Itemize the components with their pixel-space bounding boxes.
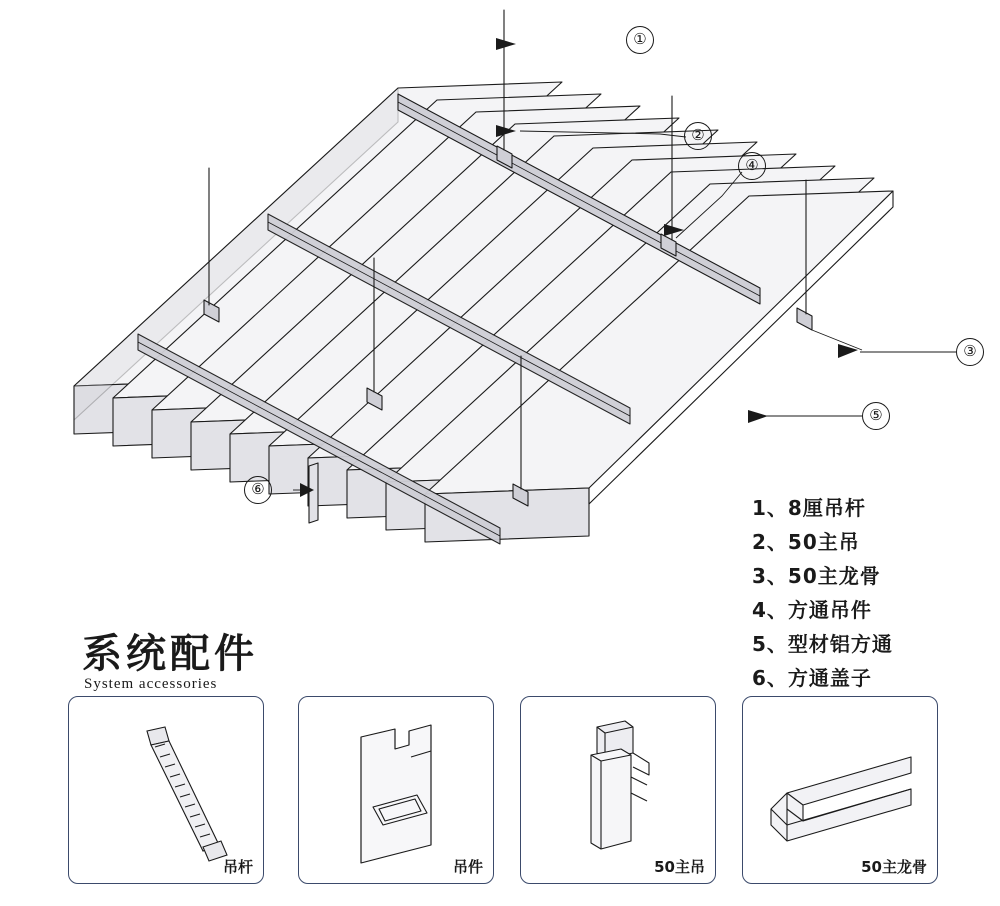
legend-item-5: 5、型材铝方通 (752, 632, 893, 656)
accessory-card-bracket (298, 696, 494, 884)
accessories-title-en: System accessories (84, 676, 218, 692)
callout-6: ⑥ (244, 476, 272, 504)
legend-item-3: 3、50主龙骨 (752, 564, 881, 588)
callout-2: ② (684, 122, 712, 150)
callout-4: ④ (738, 152, 766, 180)
accessory-card-main-keel (742, 696, 938, 884)
cover-piece (309, 463, 318, 523)
callout-1: ① (626, 26, 654, 54)
legend-item-2: 2、50主吊 (752, 530, 860, 554)
legend-item-6: 6、方通盖子 (752, 666, 872, 690)
accessory-caption-main-hanger: 50主吊 (654, 858, 705, 876)
accessory-caption-rod: 吊杆 (222, 858, 253, 876)
callout-3: ③ (956, 338, 984, 366)
accessory-caption-main-keel: 50主龙骨 (861, 858, 927, 876)
legend-list (752, 498, 982, 702)
accessory-card-rod (68, 696, 264, 884)
accessory-caption-bracket: 吊件 (452, 858, 483, 876)
accessories-title-cn: 系统配件 (82, 631, 258, 677)
legend-item-1: 1、8厘吊杆 (752, 496, 866, 520)
legend-item-4: 4、方通吊件 (752, 598, 872, 622)
accessory-card-main-hanger (520, 696, 716, 884)
callout-5: ⑤ (862, 402, 890, 430)
